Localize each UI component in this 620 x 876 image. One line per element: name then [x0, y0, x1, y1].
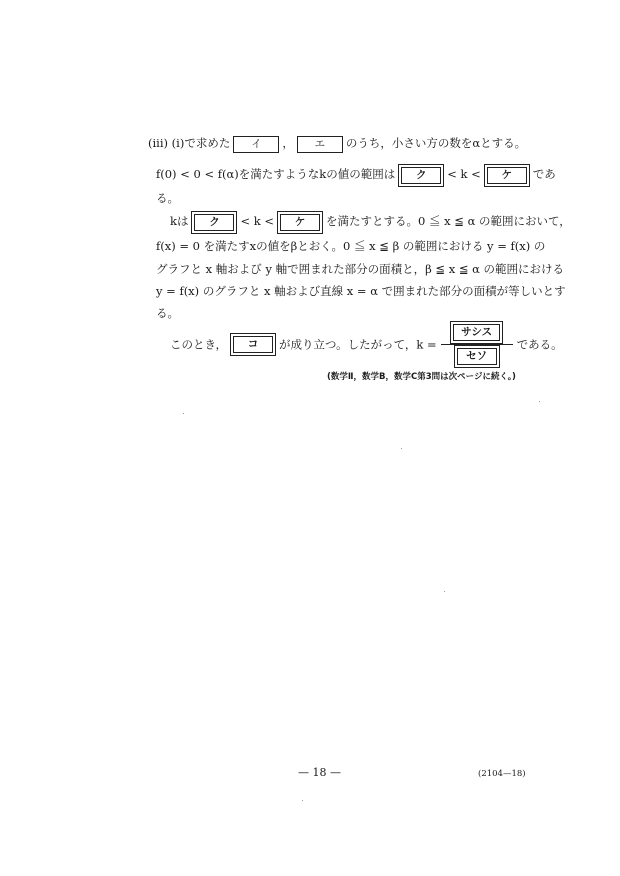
line4-mid: < k <	[240, 214, 275, 228]
line2-mid: < k <	[447, 167, 481, 181]
scan-speck	[539, 401, 540, 402]
problem-line-4	[170, 212, 571, 231]
answer-box-ko: コ	[233, 336, 273, 353]
fraction-k	[441, 324, 513, 365]
continuation-note: (数学Ⅱ，数学B，数学C第3問は次ページに続く。)	[327, 372, 516, 382]
line1-text-a: (i)で求めた	[171, 136, 231, 150]
line4-text-b: を満たすとする。0 ≦ x ≦ α の範囲において，	[326, 214, 571, 228]
line1-text-b: のうち，小さい方の数をαとする。	[345, 136, 527, 150]
scan-speck	[302, 800, 303, 801]
line4-text-a: kは	[170, 214, 189, 228]
line2-text-b: であ	[532, 167, 556, 181]
problem-line-3: る。	[156, 191, 179, 205]
problem-line-2	[156, 165, 556, 184]
scan-speck	[444, 591, 445, 592]
exam-code: (2104—18)	[478, 769, 526, 779]
answer-box-sashisu: サシス	[453, 324, 500, 341]
answer-box-ke-2: ケ	[280, 214, 320, 231]
problem-line-6: グラフと x 軸および y 軸で囲まれた部分の面積と，β ≦ x ≦ α の範囲における	[156, 262, 565, 276]
fraction-bar	[441, 344, 513, 345]
line9-text-c: である。	[516, 337, 563, 352]
problem-marker: (iii)	[148, 136, 169, 150]
line9-text-b: が成り立つ。したがって，k =	[279, 337, 437, 352]
line1-separator: ，	[282, 136, 294, 150]
problem-line-1	[148, 134, 526, 153]
answer-box-ku: ク	[401, 167, 441, 184]
scan-speck	[401, 448, 402, 449]
answer-box-seso: セソ	[457, 348, 497, 365]
answer-box-ke: ケ	[487, 167, 527, 184]
answer-box-e: エ	[297, 136, 343, 153]
problem-line-7: y = f(x) のグラフと x 軸および直線 x = α で囲まれた部分の面積が等しいとす	[156, 284, 566, 298]
problem-line-5: f(x) = 0 を満たすxの値をβとおく。0 ≦ x ≦ β の範囲における y = f(x) の	[156, 239, 546, 253]
answer-box-i: イ	[233, 136, 279, 153]
line9-text-a: このとき，	[170, 337, 228, 352]
line2-text-a: f(0) < 0 < f(α)を満たすようなkの値の範囲は	[156, 167, 396, 181]
problem-line-9	[170, 324, 563, 365]
scan-speck	[183, 413, 184, 414]
problem-line-8: る。	[156, 306, 179, 320]
page-number: — 18 —	[298, 766, 341, 779]
answer-box-ku-2: ク	[194, 214, 234, 231]
